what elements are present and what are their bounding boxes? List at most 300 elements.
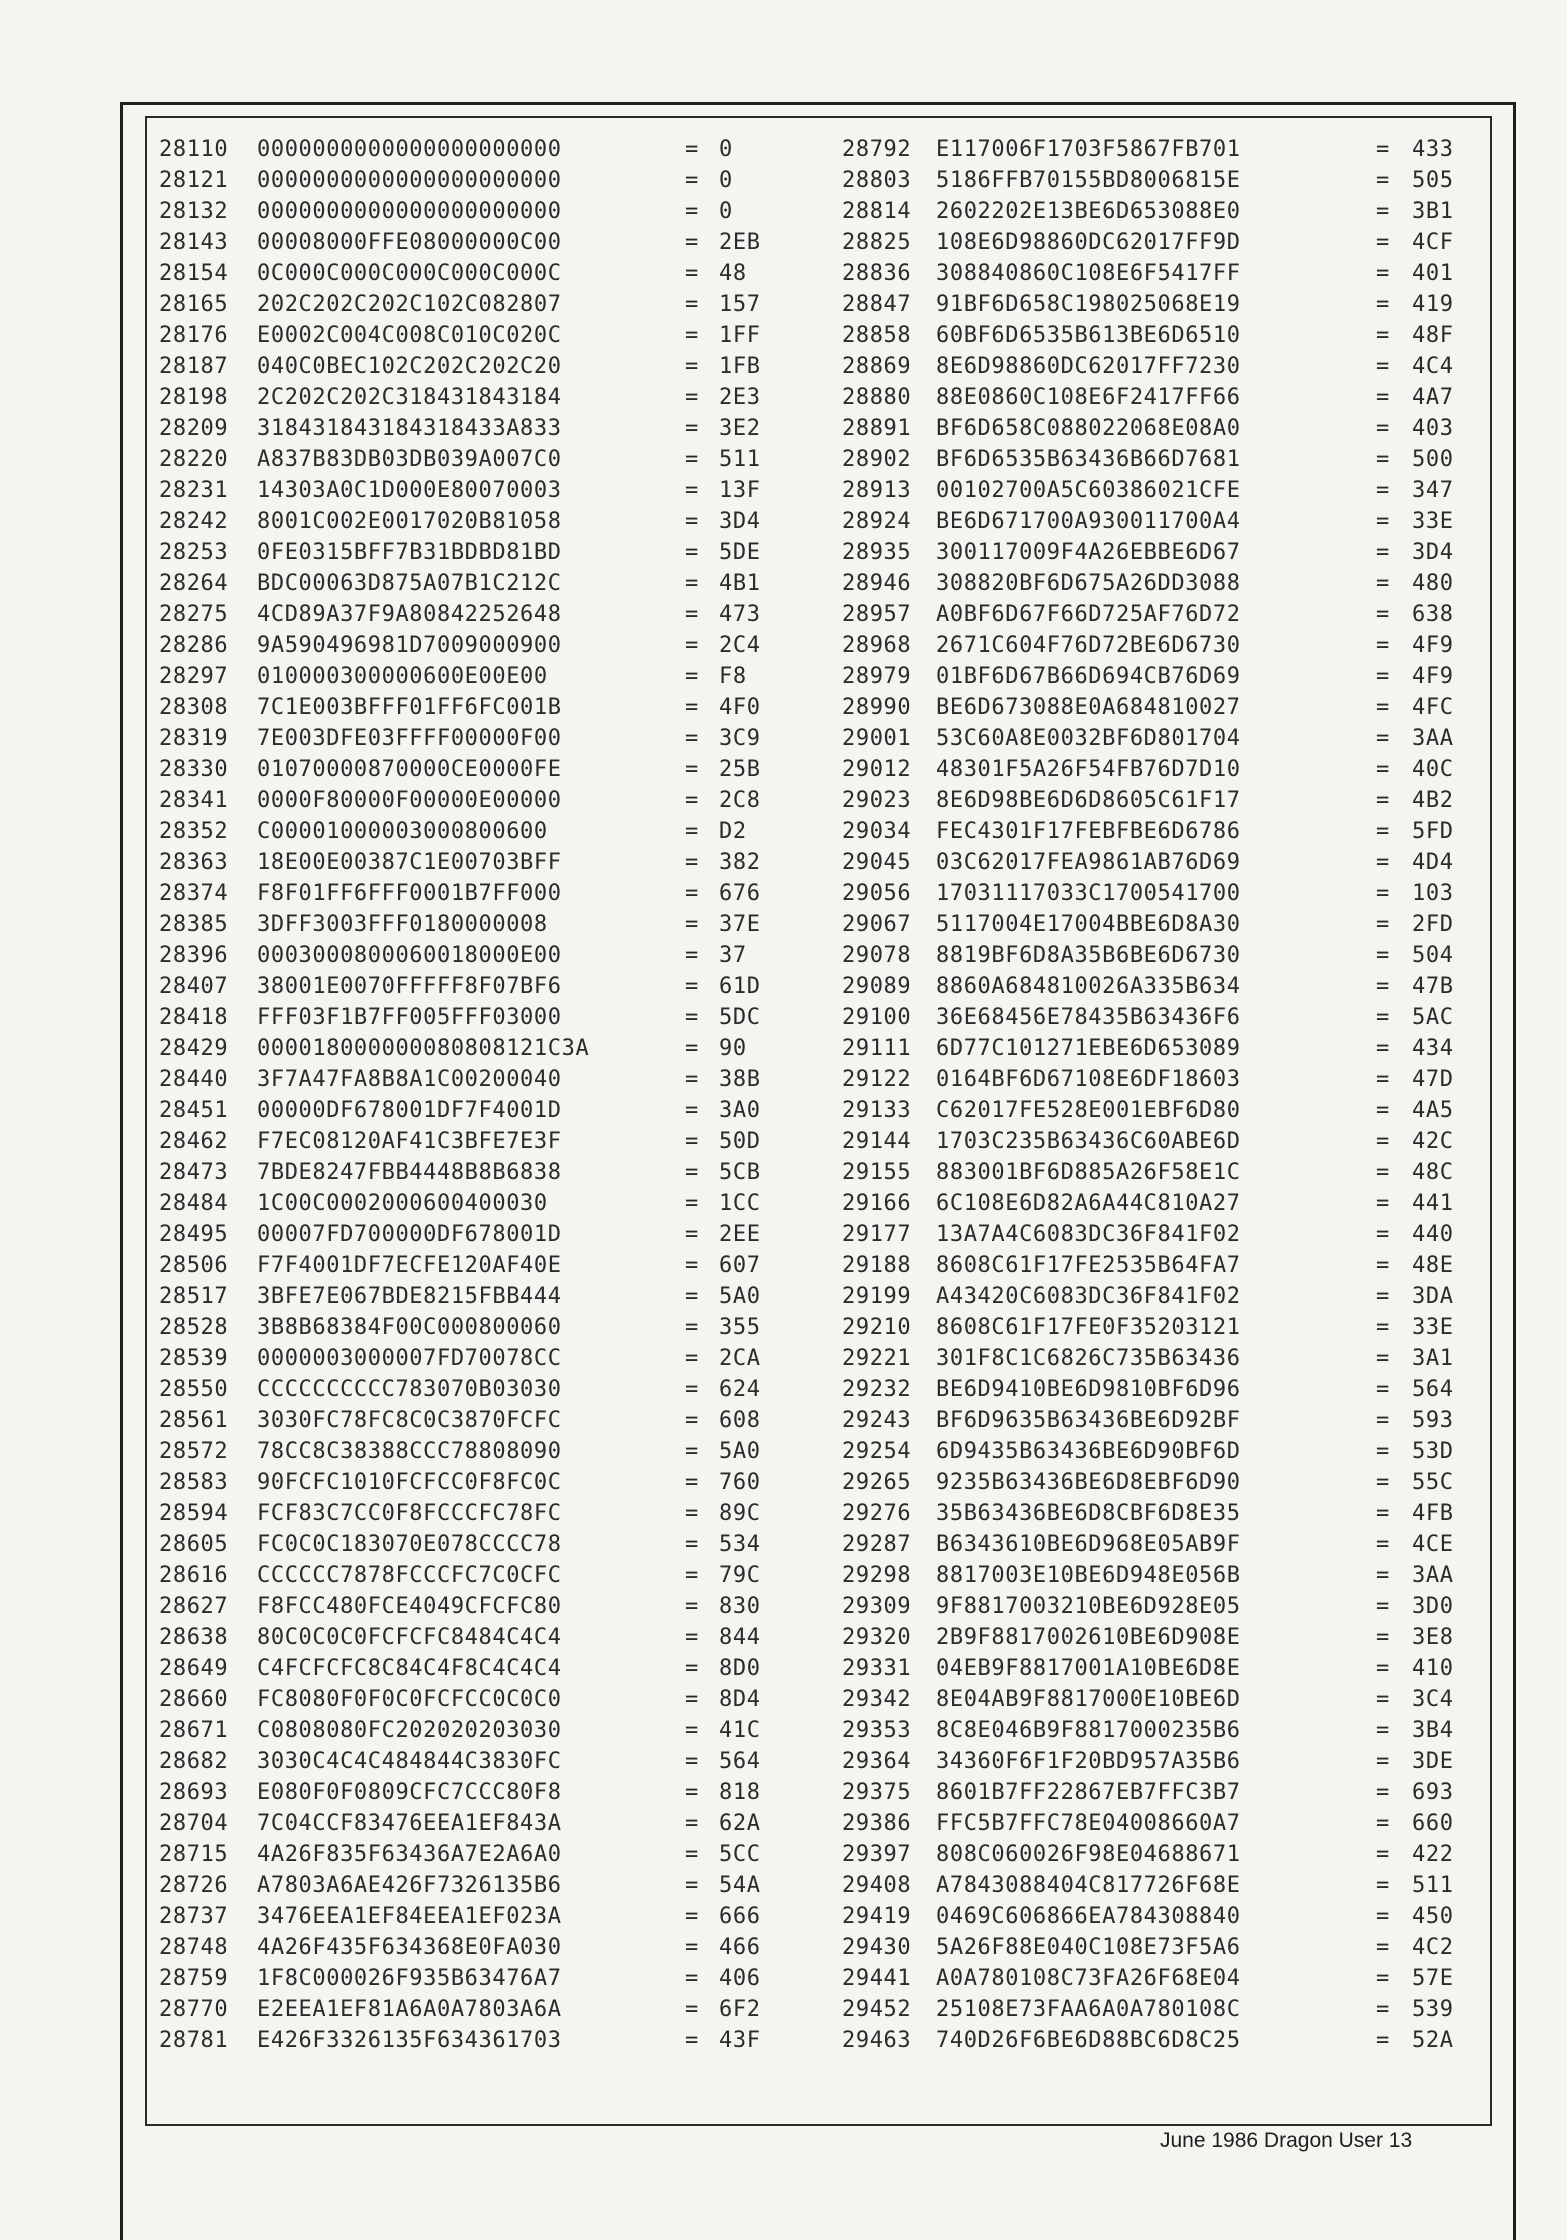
hex-data: 01070000870000CE0000FE [257,757,562,782]
line-number: 29419 [842,1904,912,1929]
line-number: 29133 [842,1098,912,1123]
checksum: 3D4 [1412,540,1454,565]
checksum: 608 [719,1408,761,1433]
hex-data: 308820BF6D675A26DD3088 [936,571,1241,596]
checksum: 666 [719,1904,761,1929]
line-number: 29144 [842,1129,912,1154]
listing-row [159,537,761,568]
equals-sign: = [1376,1408,1390,1433]
hex-data: 301F8C1C6826C735B63436 [936,1346,1241,1371]
line-number: 29034 [842,819,912,844]
listing-row [159,1684,761,1715]
hex-data: 48301F5A26F54FB76D7D10 [936,757,1241,782]
line-number: 29408 [842,1873,912,1898]
listing-row [842,1963,1454,1994]
hex-data: 80C0C0C0FCFCFC8484C4C4 [257,1625,562,1650]
checksum: 4F9 [1412,633,1454,658]
hex-data: 3476EEA1EF84EEA1EF023A [257,1904,562,1929]
checksum: 4FB [1412,1501,1454,1526]
hex-data: FC0C0C183070E078CCCC78 [257,1532,562,1557]
listing-row [159,320,761,351]
checksum: 660 [1412,1811,1454,1836]
hex-data: 883001BF6D885A26F58E1C [936,1160,1241,1185]
equals-sign: = [1376,1935,1390,1960]
listing-row [159,847,761,878]
equals-sign: = [1376,1222,1390,1247]
equals-sign: = [1376,1811,1390,1836]
line-number: 28187 [159,354,229,379]
equals-sign: = [1376,447,1390,472]
page-footer: June 1986 Dragon User 13 [1160,2129,1413,2152]
listing-row [159,1002,761,1033]
checksum: 54A [719,1873,761,1898]
line-number: 28209 [159,416,229,441]
hex-data: FEC4301F17FEBFBE6D6786 [936,819,1241,844]
line-number: 29045 [842,850,912,875]
listing-row [842,1839,1454,1870]
line-number: 28891 [842,416,912,441]
equals-sign: = [685,416,699,441]
equals-sign: = [685,726,699,751]
listing-row [842,1715,1454,1746]
line-number: 28660 [159,1687,229,1712]
checksum: 5FD [1412,819,1454,844]
hex-data: 0164BF6D67108E6DF18603 [936,1067,1241,1092]
hex-data: 90FCFC1010FCFCC0F8FC0C [257,1470,562,1495]
line-number: 28385 [159,912,229,937]
equals-sign: = [1376,354,1390,379]
listing-row [159,1653,761,1684]
line-number: 29452 [842,1997,912,2022]
line-number: 29254 [842,1439,912,1464]
line-number: 29089 [842,974,912,999]
checksum: 830 [719,1594,761,1619]
checksum: 624 [719,1377,761,1402]
equals-sign: = [1376,323,1390,348]
equals-sign: = [1376,1873,1390,1898]
hex-data: 5A26F88E040C108E73F5A6 [936,1935,1241,1960]
equals-sign: = [1376,1687,1390,1712]
hex-data: 3DFF3003FFF0180000008 [257,912,548,937]
equals-sign: = [685,509,699,534]
listing-row [159,1405,761,1436]
line-number: 29397 [842,1842,912,1867]
equals-sign: = [685,1036,699,1061]
equals-sign: = [1376,509,1390,534]
hex-data: 8608C61F17FE2535B64FA7 [936,1253,1241,1278]
checksum: 13F [719,478,761,503]
hex-data: BF6D658C088022068E08A0 [936,416,1241,441]
line-number: 29078 [842,943,912,968]
equals-sign: = [685,168,699,193]
hex-data: 8C8E046B9F8817000235B6 [936,1718,1241,1743]
listing-row [159,940,761,971]
hex-data: 7C1E003BFFF01FF6FC001B [257,695,562,720]
checksum: 3D4 [719,509,761,534]
checksum: 4B1 [719,571,761,596]
checksum: 2E3 [719,385,761,410]
checksum: 5DC [719,1005,761,1030]
checksum: 48E [1412,1253,1454,1278]
line-number: 29210 [842,1315,912,1340]
listing-row [842,1436,1454,1467]
line-number: 28594 [159,1501,229,1526]
line-number: 29375 [842,1780,912,1805]
checksum: 47D [1412,1067,1454,1092]
listing-row [159,444,761,475]
checksum: 3AA [1412,1563,1454,1588]
hex-data: FFC5B7FFC78E04008660A7 [936,1811,1241,1836]
checksum: 3E2 [719,416,761,441]
hex-data: 7BDE8247FBB4448B8B6838 [257,1160,562,1185]
line-number: 28484 [159,1191,229,1216]
listing-row [159,878,761,909]
checksum: 37 [719,943,747,968]
line-number: 28605 [159,1532,229,1557]
line-number: 29463 [842,2028,912,2053]
equals-sign: = [1376,1377,1390,1402]
listing-row [159,1994,761,2025]
hex-data: BF6D9635B63436BE6D92BF [936,1408,1241,1433]
line-number: 29430 [842,1935,912,1960]
line-number: 28132 [159,199,229,224]
line-number: 28869 [842,354,912,379]
hex-data: FCF83C7CC0F8FCCCFC78FC [257,1501,562,1526]
line-number: 28319 [159,726,229,751]
checksum: 564 [719,1749,761,1774]
line-number: 29232 [842,1377,912,1402]
hex-data: 5186FFB70155BD8006815E [936,168,1241,193]
listing-row [842,289,1454,320]
checksum: 48F [1412,323,1454,348]
hex-data: 7C04CCF83476EEA1EF843A [257,1811,562,1836]
hex-data: 2602202E13BE6D653088E0 [936,199,1241,224]
hex-data: A837B83DB03DB039A007C0 [257,447,562,472]
checksum: 55C [1412,1470,1454,1495]
line-number: 28572 [159,1439,229,1464]
hex-data: 36E68456E78435B63436F6 [936,1005,1241,1030]
equals-sign: = [1376,1191,1390,1216]
checksum: 5A0 [719,1284,761,1309]
hex-data: BE6D671700A930011700A4 [936,509,1241,534]
line-number: 28968 [842,633,912,658]
listing-row [159,1808,761,1839]
listing-row [842,785,1454,816]
hex-data: FC8080F0F0C0FCFCC0C0C0 [257,1687,562,1712]
line-number: 28363 [159,850,229,875]
equals-sign: = [685,1687,699,1712]
line-number: 29012 [842,757,912,782]
hex-data: E426F3326135F634361703 [257,2028,562,2053]
equals-sign: = [685,1222,699,1247]
equals-sign: = [1376,1594,1390,1619]
checksum: 50D [719,1129,761,1154]
line-number: 28407 [159,974,229,999]
hex-data: 03C62017FEA9861AB76D69 [936,850,1241,875]
listing-row [159,1064,761,1095]
line-number: 29023 [842,788,912,813]
equals-sign: = [685,1253,699,1278]
listing-row [842,1653,1454,1684]
checksum: 3DA [1412,1284,1454,1309]
line-number: 28627 [159,1594,229,1619]
hex-data: 6D77C101271EBE6D653089 [936,1036,1241,1061]
hex-data: 25108E73FAA6A0A780108C [936,1997,1241,2022]
listing-row [842,568,1454,599]
equals-sign: = [1376,726,1390,751]
equals-sign: = [685,478,699,503]
hex-data: 2671C604F76D72BE6D6730 [936,633,1241,658]
listing-row [159,1777,761,1808]
checksum: 564 [1412,1377,1454,1402]
hex-data: C62017FE528E001EBF6D80 [936,1098,1241,1123]
checksum: 103 [1412,881,1454,906]
hex-data: C00001000003000800600 [257,819,548,844]
equals-sign: = [685,1842,699,1867]
checksum: 1CC [719,1191,761,1216]
line-number: 29100 [842,1005,912,1030]
checksum: 433 [1412,137,1454,162]
listing-row [842,1157,1454,1188]
equals-sign: = [1376,1160,1390,1185]
line-number: 29067 [842,912,912,937]
equals-sign: = [685,571,699,596]
checksum: 79C [719,1563,761,1588]
line-number: 29199 [842,1284,912,1309]
hex-data: 740D26F6BE6D88BC6D8C25 [936,2028,1241,2053]
equals-sign: = [685,1098,699,1123]
line-number: 28803 [842,168,912,193]
checksum: 511 [719,447,761,472]
hex-data: 13A7A4C6083DC36F841F02 [936,1222,1241,1247]
checksum: 53D [1412,1439,1454,1464]
equals-sign: = [685,323,699,348]
equals-sign: = [685,2028,699,2053]
listing-row [842,196,1454,227]
equals-sign: = [685,447,699,472]
checksum: 4F0 [719,695,761,720]
hex-data: 1F8C000026F935B63476A7 [257,1966,562,1991]
line-number: 28847 [842,292,912,317]
checksum: 1FF [719,323,761,348]
checksum: 0 [719,137,733,162]
checksum: 89C [719,1501,761,1526]
listing-row [159,165,761,196]
listing-row [842,165,1454,196]
listing-row [159,754,761,785]
listing-row [842,1033,1454,1064]
listing-row [159,1033,761,1064]
line-number: 28957 [842,602,912,627]
hex-data: BF6D6535B63436B66D7681 [936,447,1241,472]
equals-sign: = [685,1191,699,1216]
hex-data: F7F4001DF7ECFE120AF40E [257,1253,562,1278]
hex-data: 9235B63436BE6D8EBF6D90 [936,1470,1241,1495]
equals-sign: = [1376,1036,1390,1061]
checksum: 2FD [1412,912,1454,937]
equals-sign: = [685,1284,699,1309]
line-number: 29056 [842,881,912,906]
listing-row [842,1777,1454,1808]
line-number: 28231 [159,478,229,503]
hex-data: 308840860C108E6F5417FF [936,261,1241,286]
hex-data: E0002C004C008C010C020C [257,323,562,348]
listing-row [842,1312,1454,1343]
line-number: 28737 [159,1904,229,1929]
line-number: 28836 [842,261,912,286]
line-number: 28550 [159,1377,229,1402]
listing-row [159,971,761,1002]
listing-row [159,413,761,444]
equals-sign: = [685,1408,699,1433]
equals-sign: = [685,819,699,844]
line-number: 28704 [159,1811,229,1836]
line-number: 29188 [842,1253,912,1278]
line-number: 29441 [842,1966,912,1991]
checksum: 3C9 [719,726,761,751]
line-number: 28451 [159,1098,229,1123]
line-number: 28396 [159,943,229,968]
line-number: 28946 [842,571,912,596]
listing-row [842,878,1454,909]
listing-row [842,2025,1454,2056]
line-number: 29276 [842,1501,912,1526]
line-number: 28429 [159,1036,229,1061]
listing-row [159,1250,761,1281]
equals-sign: = [1376,137,1390,162]
hex-data: 9F8817003210BE6D928E05 [936,1594,1241,1619]
equals-sign: = [685,788,699,813]
hex-data: 3B8B68384F00C000800060 [257,1315,562,1340]
listing-row [842,1808,1454,1839]
listing-row [842,258,1454,289]
hex-data: A7803A6AE426F7326135B6 [257,1873,562,1898]
line-number: 29243 [842,1408,912,1433]
equals-sign: = [685,1718,699,1743]
checksum: 4C4 [1412,354,1454,379]
equals-sign: = [1376,1997,1390,2022]
checksum: 33E [1412,1315,1454,1340]
checksum: 1FB [719,354,761,379]
hex-data: 00008000FFE08000000C00 [257,230,562,255]
line-number: 28308 [159,695,229,720]
equals-sign: = [685,633,699,658]
equals-sign: = [685,1873,699,1898]
hex-data: 3030C4C4C484844C3830FC [257,1749,562,1774]
listing-row [842,1126,1454,1157]
hex-data: B6343610BE6D968E05AB9F [936,1532,1241,1557]
equals-sign: = [1376,1749,1390,1774]
equals-sign: = [1376,1315,1390,1340]
equals-sign: = [685,1160,699,1185]
equals-sign: = [1376,1439,1390,1464]
listing-row [159,258,761,289]
equals-sign: = [685,137,699,162]
line-number: 28418 [159,1005,229,1030]
listing-box [145,116,1492,2126]
listing-row [842,1281,1454,1312]
line-number: 28286 [159,633,229,658]
line-number: 28814 [842,199,912,224]
equals-sign: = [685,1315,699,1340]
checksum: 5CC [719,1842,761,1867]
checksum: 504 [1412,943,1454,968]
line-number: 29001 [842,726,912,751]
listing-row [842,1591,1454,1622]
line-number: 28242 [159,509,229,534]
listing-row [842,754,1454,785]
checksum: 5AC [1412,1005,1454,1030]
equals-sign: = [685,912,699,937]
listing-row [842,1622,1454,1653]
line-number: 28264 [159,571,229,596]
equals-sign: = [1376,912,1390,937]
line-number: 28143 [159,230,229,255]
equals-sign: = [1376,1067,1390,1092]
checksum: 4FC [1412,695,1454,720]
hex-data: 3030FC78FC8C0C3870FCFC [257,1408,562,1433]
hex-data: 010000300000600E00E00 [257,664,548,689]
checksum: 473 [719,602,761,627]
checksum: 57E [1412,1966,1454,1991]
equals-sign: = [1376,199,1390,224]
hex-data: 040C0BEC102C202C202C20 [257,354,562,379]
listing-row [159,909,761,940]
hex-data: 4A26F835F63436A7E2A6A0 [257,1842,562,1867]
equals-sign: = [1376,1253,1390,1278]
checksum: 676 [719,881,761,906]
listing-row [842,1746,1454,1777]
line-number: 28275 [159,602,229,627]
equals-sign: = [1376,1718,1390,1743]
listing-row [159,599,761,630]
listing-row [159,1839,761,1870]
listing-row [842,1095,1454,1126]
hex-data: 0000003000007FD70078CC [257,1346,562,1371]
listing-row [159,1188,761,1219]
line-number: 28726 [159,1873,229,1898]
listing-row [159,723,761,754]
hex-data: 000018000000080808121C3A [257,1036,590,1061]
equals-sign: = [685,1625,699,1650]
checksum: 450 [1412,1904,1454,1929]
listing-row [842,1188,1454,1219]
equals-sign: = [1376,1129,1390,1154]
equals-sign: = [1376,1780,1390,1805]
line-number: 29122 [842,1067,912,1092]
checksum: 3B4 [1412,1718,1454,1743]
checksum: 419 [1412,292,1454,317]
checksum: D2 [719,819,747,844]
line-number: 28165 [159,292,229,317]
line-number: 28110 [159,137,229,162]
checksum: 693 [1412,1780,1454,1805]
equals-sign: = [1376,1005,1390,1030]
checksum: 61D [719,974,761,999]
checksum: 8D4 [719,1687,761,1712]
line-number: 28528 [159,1315,229,1340]
hex-data: 318431843184318433A833 [257,416,562,441]
line-number: 29331 [842,1656,912,1681]
checksum: 0 [719,168,733,193]
checksum: 434 [1412,1036,1454,1061]
equals-sign: = [685,1811,699,1836]
hex-data: 34360F6F1F20BD957A35B6 [936,1749,1241,1774]
listing-row [842,1250,1454,1281]
hex-data: 4A26F435F634368E0FA030 [257,1935,562,1960]
equals-sign: = [685,602,699,627]
listing-row [159,692,761,723]
